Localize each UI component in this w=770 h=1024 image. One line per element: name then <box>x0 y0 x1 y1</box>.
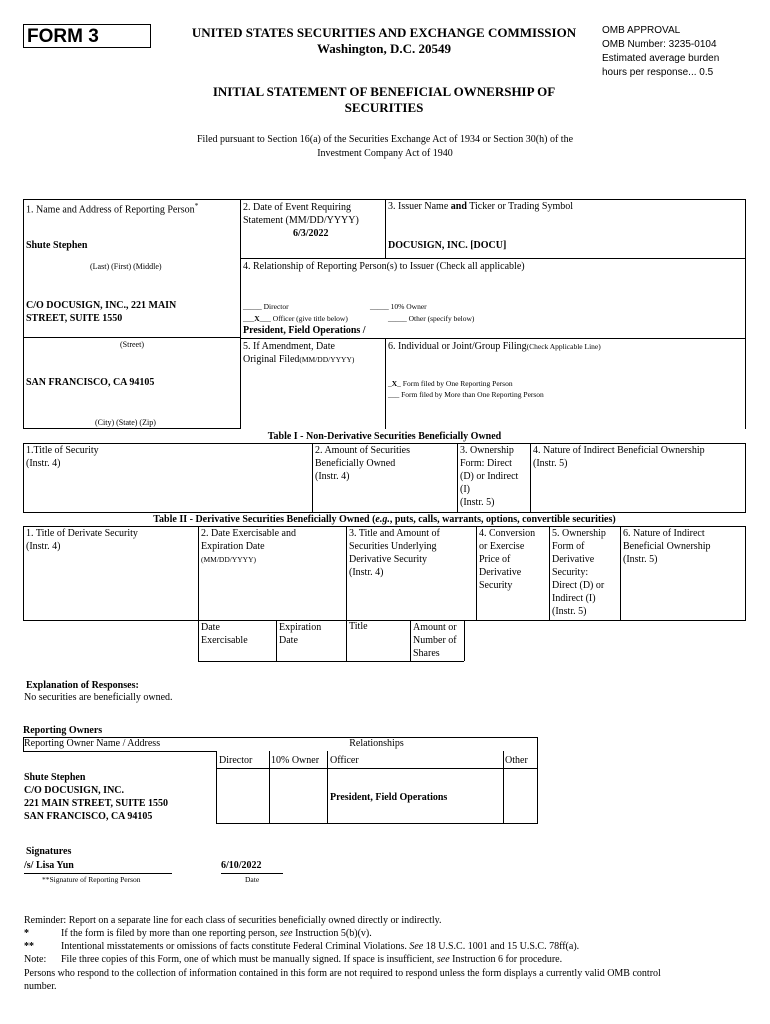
event-date-value: 6/3/2022 <box>293 228 329 239</box>
reminder-text: Reminder: Report on a separate line for each class of securities beneficially owned directly or indirectly. <box>24 915 442 926</box>
name-caption: (Last) (First) (Middle) <box>90 262 162 271</box>
event-date-label: 2. Date of Event Requiring Statement (MM/DD/YYYY) <box>243 202 359 226</box>
table1-col-ownership: 3. Ownership Form: Direct (D) or Indirect (I) (Instr. 5) <box>460 445 519 508</box>
omb-approval: OMB APPROVAL <box>602 25 681 36</box>
omb-number: OMB Number: 3235-0104 <box>602 39 717 50</box>
omb-burden-2: hours per response... 0.5 <box>602 67 714 78</box>
note1-text: If the form is filed by more than one reporting person, see Instruction 5(b)(v). <box>61 928 372 939</box>
issuer-label: 3. Issuer Name and Ticker or Trading Symbol <box>388 201 574 212</box>
amendment-label: 5. If Amendment, Date Original Filed(MM/DD/YYYY) <box>243 341 355 365</box>
table2-col-ownership: 5. Ownership Form of Derivative Security: Direct (D) or Indirect (I) (Instr. 5) <box>552 528 606 617</box>
table2-col-nature: 6. Nature of Indirect Beneficial Ownership (Instr. 5) <box>623 528 711 565</box>
signatures-title: Signatures <box>26 846 72 857</box>
officer-option: ___X___ Officer (give title below) <box>243 314 348 323</box>
table1-col-amount: 2. Amount of Securities Beneficially Owned (Instr. 4) <box>315 445 410 482</box>
filing-one-person-option: _X_ Form filed by One Reporting Person <box>388 379 513 388</box>
owner-name-col-header: Reporting Owner Name / Address <box>24 738 161 749</box>
filing-type-label: 6. Individual or Joint/Group Filing(Check Applicable Line) <box>388 341 601 352</box>
ten-pct-owner-option: _____ 10% Owner <box>370 302 427 311</box>
relationships-header: Relationships <box>349 738 404 749</box>
agency-location: Washington, D.C. 20549 <box>317 41 451 56</box>
table2-sub-date-exercisable: Date Exercisable <box>201 622 248 646</box>
note3-mark: Note: <box>24 954 47 965</box>
filed-pursuant-line2: Investment Company Act of 1940 <box>317 148 453 159</box>
director-option: _____ Director <box>243 302 289 311</box>
other-col-header: Other <box>505 755 528 766</box>
reporting-person-name: Shute Stephen <box>26 240 88 251</box>
table1-col-nature: 4. Nature of Indirect Beneficial Ownership (Instr. 5) <box>533 445 705 469</box>
city-caption: (City) (State) (Zip) <box>95 418 156 427</box>
owner-name-address: Shute Stephen C/O DOCUSIGN, INC. 221 MAIN STREET, SUITE 1550 SAN FRANCISCO, CA 94105 <box>24 772 169 822</box>
relationship-label: 4. Relationship of Reporting Person(s) to Issuer (Check all applicable) <box>243 261 525 272</box>
issuer-value: DOCUSIGN, INC. [DOCU] <box>388 240 507 251</box>
table2-col-title: 1. Title of Derivate Security (Instr. 4) <box>26 528 138 552</box>
reporting-person-label: 1. Name and Address of Reporting Person* <box>26 201 199 216</box>
table2-sub-expiration: Expiration Date <box>279 622 322 646</box>
agency-name: UNITED STATES SECURITIES AND EXCHANGE COMMISSION <box>191 25 577 40</box>
note3-text: File three copies of this Form, one of which must be manually signed. If space is insufficient, see Instruction 6 for procedure. <box>61 954 563 965</box>
form-label: FORM 3 <box>23 24 151 48</box>
table1-col-title: 1.Title of Security (Instr. 4) <box>26 445 99 469</box>
officer-col-header: Officer <box>330 755 359 766</box>
note1-mark: * <box>24 928 29 939</box>
officer-title-value: President, Field Operations / <box>243 325 366 336</box>
ten-pct-col-header: 10% Owner <box>271 755 320 766</box>
signature-date-caption: Date <box>245 875 260 884</box>
table1-title: Table I - Non-Derivative Securities Beneficially Owned <box>267 431 502 442</box>
table2-col-underlying: 3. Title and Amount of Securities Underlying Derivative Security (Instr. 4) <box>349 528 440 578</box>
filed-pursuant-line1: Filed pursuant to Section 16(a) of the Securities Exchange Act of 1934 or Section 30(h) of the <box>196 134 574 145</box>
note2-mark: ** <box>24 941 34 952</box>
explanation-label: Explanation of Responses: <box>26 680 139 691</box>
table2-col-dates: 2. Date Exercisable and Expiration Date (MM/DD/YYYY) <box>201 528 296 564</box>
table2-col-conversion: 4. Conversion or Exercise Price of Derivative Security <box>479 528 536 591</box>
form-title-line1: INITIAL STATEMENT OF BENEFICIAL OWNERSHIP OF <box>212 84 556 99</box>
persons-notice: Persons who respond to the collection of information contained in this form are not required to respond unless the form displays a currently valid OMB control number. <box>24 968 661 992</box>
table2-sub-title: Title <box>349 621 368 632</box>
street-caption: (Street) <box>120 340 144 349</box>
reporting-owners-title: Reporting Owners <box>23 725 103 736</box>
table2-title: Table II - Derivative Securities Beneficially Owned (e.g., puts, calls, warrants, options, convertible securities) <box>153 514 616 525</box>
reporting-person-street: C/O DOCUSIGN, INC., 221 MAIN STREET, SUITE 1550 <box>26 300 177 324</box>
director-col-header: Director <box>219 755 253 766</box>
reporting-person-city: SAN FRANCISCO, CA 94105 <box>26 377 155 388</box>
omb-burden-1: Estimated average burden <box>602 53 720 64</box>
officer-value: President, Field Operations <box>330 792 448 803</box>
signature-caption: **Signature of Reporting Person <box>42 875 141 884</box>
form-title-line2: SECURITIES <box>344 100 424 115</box>
table2-sub-amount: Amount or Number of Shares <box>413 622 457 659</box>
omb-box <box>602 24 762 80</box>
explanation-text: No securities are beneficially owned. <box>24 692 173 703</box>
signature-value: /s/ Lisa Yun <box>24 860 74 871</box>
other-option: _____ Other (specify below) <box>388 314 475 323</box>
filing-multiple-persons-option: ___ Form filed by More than One Reporting Person <box>388 390 544 399</box>
note2-text: Intentional misstatements or omissions of facts constitute Federal Criminal Violations. See 18 U.S.C. 1001 and 15 U.S.C. 78ff(a). <box>61 941 580 952</box>
signature-date-value: 6/10/2022 <box>221 860 262 871</box>
